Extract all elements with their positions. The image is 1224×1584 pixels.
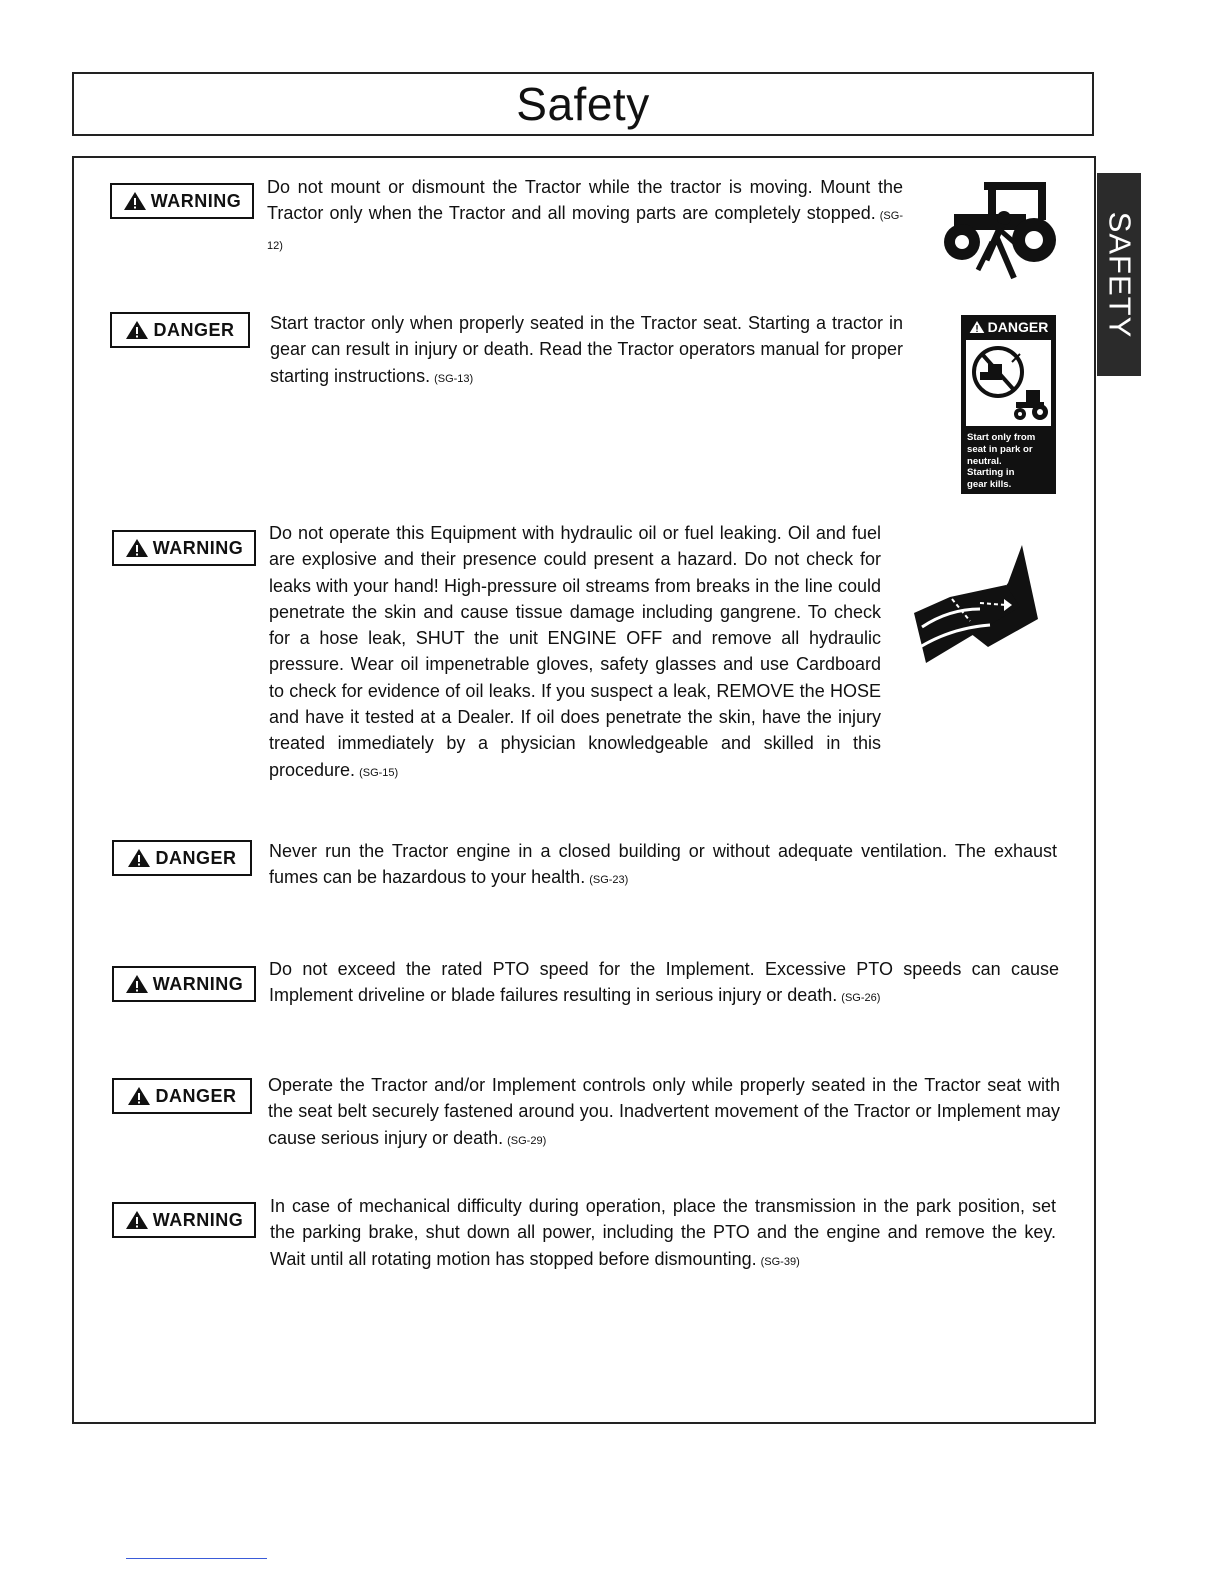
section-side-tab (1097, 173, 1141, 376)
safety-message (269, 520, 881, 786)
decal-pictogram (966, 340, 1051, 426)
tractor-runover-icon (940, 178, 1058, 284)
warning-triangle-icon (123, 191, 147, 211)
safety-message (270, 1193, 1056, 1275)
danger-label (112, 1078, 252, 1114)
warning-triangle-icon (125, 538, 149, 558)
footer-rule (126, 1558, 267, 1559)
decal-header (961, 315, 1056, 339)
safety-message (268, 1072, 1060, 1154)
safety-code: (SG-29) (507, 1134, 547, 1147)
warning-triangle-icon (125, 320, 149, 340)
hydraulic-injection-icon (910, 543, 1046, 671)
safety-code: (SG-23) (589, 874, 629, 887)
message-text: Operate the Tractor and/or Implement controls only while properly seated in the Tractor seat with the seat belt securely fastened around you. Inadvertent movement of the Tractor or Implement may cause serious injury or death. (268, 1075, 1060, 1148)
decal-text: Start only from seat in park or neutral. Starting in gear kills. (967, 432, 1036, 491)
warning-label (112, 1202, 256, 1238)
label-text: WARNING (150, 190, 242, 211)
label-text: DANGER (155, 1085, 237, 1106)
message-text: Never run the Tractor engine in a closed building or without adequate ventilation. The exhaust fumes can be hazardous to your health. (269, 841, 1057, 888)
safety-message (267, 174, 903, 259)
warning-triangle-icon (125, 974, 149, 994)
label-text: WARNING (152, 973, 244, 994)
safety-message (269, 838, 1057, 894)
safety-code: (SG-12) (267, 210, 903, 252)
safety-code: (SG-13) (434, 372, 474, 385)
warning-label (112, 966, 256, 1002)
label-text: DANGER (153, 319, 235, 340)
label-text: WARNING (152, 537, 244, 558)
safety-code: (SG-15) (359, 766, 399, 779)
no-start-in-gear-icon (968, 342, 1050, 424)
message-text: Start tractor only when properly seated in the Tractor seat. Starting a tractor in gear can result in injury or death. Read the Tractor operators manual for proper starting instructions. (270, 313, 903, 386)
warning-triangle-icon (127, 848, 151, 868)
warning-triangle-icon (969, 320, 985, 334)
warning-label (112, 530, 256, 566)
page-title-box (72, 72, 1094, 136)
warning-triangle-icon (127, 1086, 151, 1106)
safety-code: (SG-26) (841, 992, 881, 1005)
decal-header-text: DANGER (987, 319, 1049, 335)
message-text: Do not operate this Equipment with hydraulic oil or fuel leaking. Oil and fuel are explosive and their presence could present a hazard. Do not check for leaks with your hand! High-pressure oil streams from breaks in the line could penetrate the skin and cause tissue damage including gangrene. To check for a hose leak, SHUT the unit ENGINE OFF and remove all hydraulic pressure. Wear oil impenetrable gloves, safety glasses and use Cardboard to check for evidence of oil leaks. If you suspect a leak, REMOVE the HOSE and have it tested at a Dealer. If oil does penetrate the skin, have the injury treated immediately by a physician knowledgeable and skilled in this procedure. (269, 523, 881, 780)
message-text: Do not exceed the rated PTO speed for the Implement. Excessive PTO speeds can cause Implement driveline or blade failures resulting in serious injury or death. (269, 959, 1059, 1006)
danger-label (110, 312, 250, 348)
safety-message (269, 956, 1059, 1012)
message-text: In case of mechanical difficulty during operation, place the transmission in the park position, set the parking brake, shut down all power, including the PTO and the engine and remove the key. Wait until all rotating motion has stopped before dismounting. (270, 1196, 1056, 1269)
side-tab-label: SAFETY (1102, 211, 1137, 338)
warning-label (110, 183, 254, 219)
danger-decal (961, 315, 1056, 494)
label-text: DANGER (155, 847, 237, 868)
warning-triangle-icon (125, 1210, 149, 1230)
danger-label (112, 840, 252, 876)
safety-message (270, 310, 903, 392)
safety-code: (SG-39) (760, 1255, 800, 1268)
label-text: WARNING (152, 1209, 244, 1230)
message-text: Do not mount or dismount the Tractor while the tractor is moving. Mount the Tractor only when the Tractor and all moving parts are completely stopped. (267, 177, 903, 224)
page-title: Safety (516, 78, 650, 130)
